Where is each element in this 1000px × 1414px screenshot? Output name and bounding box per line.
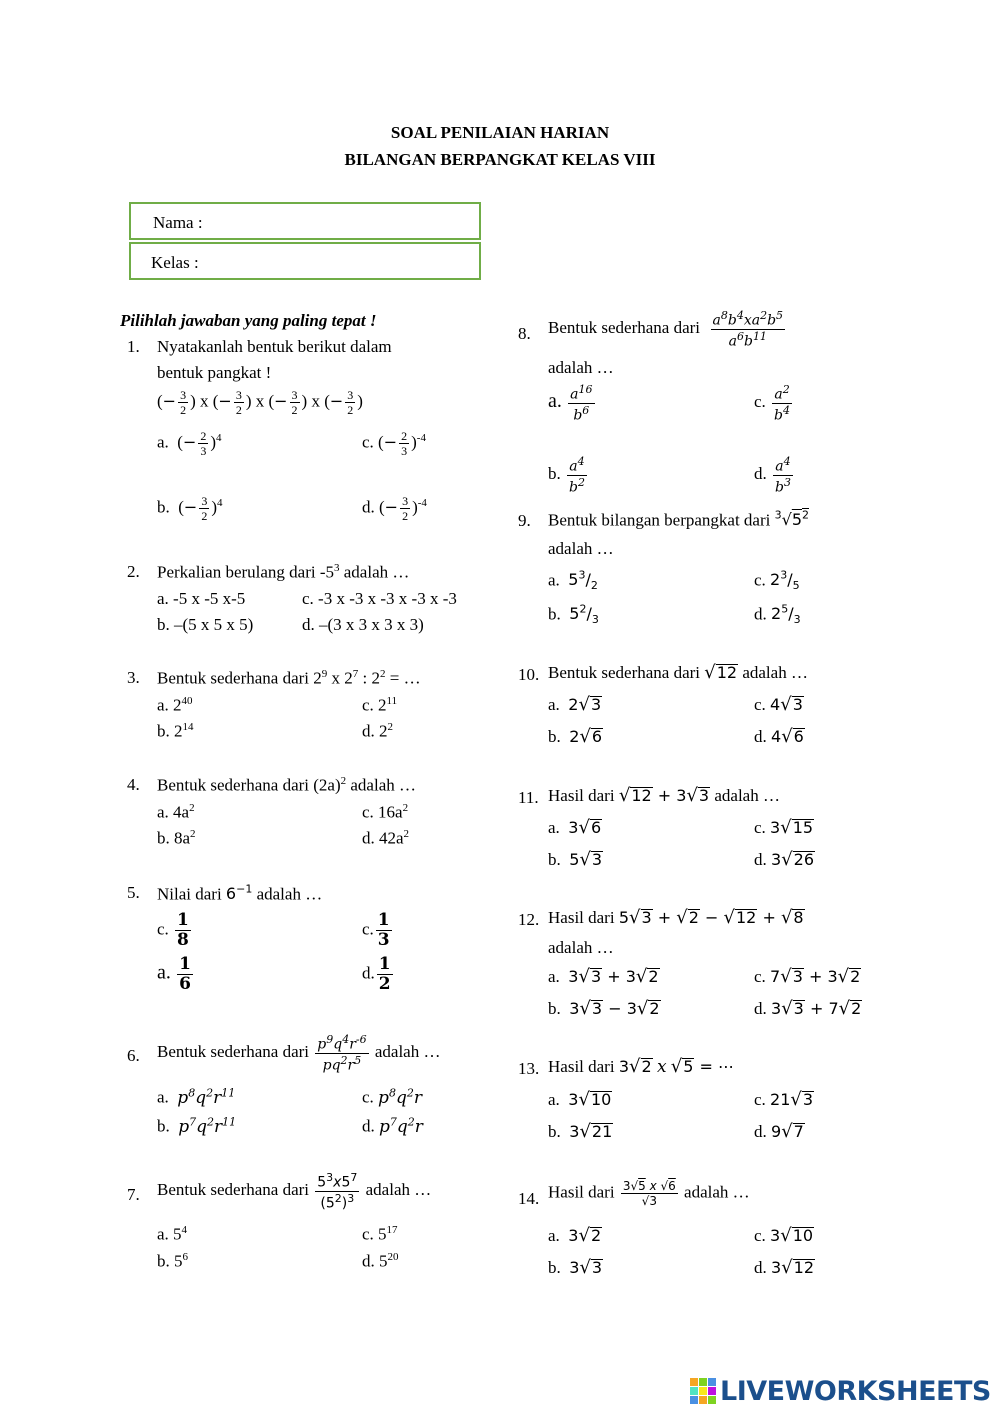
q7-text: Bentuk sederhana dari $\frac{5^3x5^7}{(5^2)^3}$ adalah … (157, 1171, 432, 1212)
q9-text: Bentuk bilangan berpangkat dari $^3√5^2$ (548, 509, 809, 530)
q5-option-first[interactable]: c. $\frac{1}{8}$ (157, 910, 189, 950)
q8-text-line2: adalah … (548, 358, 614, 377)
liveworksheets-logo (690, 1374, 991, 1408)
q3-text: Bentuk sederhana dari $2^9$ x $2^7$ : $2^2$ = … (157, 668, 421, 688)
q1-option-d[interactable]: d. (− $\frac{3}{2}$ )$^{-4}$ (362, 494, 427, 523)
q2-text: Perkalian berulang dari $-5^3$ adalah … (157, 562, 410, 582)
q11-option-b[interactable]: b. 5 √ 3 (548, 849, 603, 870)
q2-option-a[interactable]: a. -5 x -5 x-5 (157, 589, 246, 608)
q7-option-c[interactable]: c. $5^{17}$ (362, 1224, 398, 1244)
q4-number: 4. (127, 775, 140, 794)
q5-option-c[interactable]: c. $\frac{1}{3}$ (362, 910, 390, 950)
q4-option-b[interactable]: b. $8a^2$ (157, 828, 196, 848)
q12-text-line2: adalah … (548, 938, 614, 957)
q5-number: 5. (127, 883, 140, 902)
q9-option-a[interactable]: a. $5^3/_2$ (548, 569, 598, 593)
q12-option-a[interactable]: a. 3 √ 3 + 3 √ 2 (548, 966, 659, 987)
q3-option-c[interactable]: c. $2^{11}$ (362, 695, 398, 715)
q2-number: 2. (127, 562, 140, 581)
q4-option-d[interactable]: d. $42a^2$ (362, 828, 410, 848)
q6-text: Bentuk sederhana dari $\frac{p^9q^4r^{-6}}{pq^2r^5}$ adalah … (157, 1033, 441, 1074)
q6-option-d[interactable]: d. $p^7q^2r$ (362, 1115, 423, 1137)
q10-option-d[interactable]: d. 4 √ 6 (754, 726, 804, 747)
q13-option-d[interactable]: d. 9 √ 7 (754, 1121, 804, 1142)
q2-option-c[interactable]: c. -3 x -3 x -3 x -3 x -3 (302, 589, 457, 608)
q13-number: 13. (518, 1059, 540, 1078)
q7-option-b[interactable]: b. $5^6$ (157, 1251, 188, 1271)
q10-option-b[interactable]: b. 2 √ 6 (548, 726, 603, 747)
q13-option-a[interactable]: a. 3 √ 10 (548, 1089, 612, 1110)
q2-option-d[interactable]: d. –(3 x 3 x 3 x 3) (302, 615, 424, 634)
q6-option-b[interactable]: b. $p^7q^2r^{11}$ (157, 1115, 237, 1137)
q14-option-c[interactable]: c. 3 √ 10 (754, 1225, 814, 1246)
q7-option-a[interactable]: a. $5^4$ (157, 1224, 188, 1244)
q9-number: 9. (518, 511, 531, 530)
q9-option-c[interactable]: c. $2^3/_5$ (754, 569, 800, 593)
q8-option-b[interactable]: b. $\frac{a^4}{b^2}$ (548, 455, 585, 496)
q6-number: 6. (127, 1046, 140, 1065)
q8-option-a[interactable]: a. $\frac{a^{16}}{b^6}$ (548, 383, 593, 424)
q14-option-b[interactable]: b. 3 √ 3 (548, 1257, 603, 1278)
q3-option-a[interactable]: a. $2^{40}$ (157, 695, 193, 715)
q10-number: 10. (518, 665, 540, 684)
q14-number: 14. (518, 1189, 540, 1208)
q11-option-c[interactable]: c. 3 √ 15 (754, 817, 814, 838)
class-field[interactable] (129, 242, 481, 280)
q8-option-d[interactable]: d. $\frac{a^4}{b^3}$ (754, 455, 791, 496)
q4-option-c[interactable]: c. $16a^2$ (362, 802, 409, 822)
q6-option-a[interactable]: a. $p^8q^2r^{11}$ (157, 1086, 236, 1108)
q7-number: 7. (127, 1185, 140, 1204)
q5-option-d[interactable]: d. $\frac{1}{2}$ (362, 954, 391, 994)
q12-number: 12. (518, 910, 540, 929)
q12-text: Hasil dari 5 √ 3 + √ 2 − √ 12 + √ 8 (548, 907, 804, 928)
logo-text: LIVEWORKSHEETS (720, 1375, 991, 1407)
q10-option-a[interactable]: a. 2 √ 3 (548, 694, 602, 715)
q11-number: 11. (518, 788, 539, 807)
q1-option-a[interactable]: a. (− $\frac{2}{3}$ )$^4$ (157, 429, 222, 458)
q8-option-c[interactable]: c. $\frac{a^2}{b^4}$ (754, 383, 791, 424)
q12-option-d[interactable]: d. 3 √ 3 + 7 √ 2 (754, 998, 862, 1019)
q1-expression: (− $\frac{3}{2}$ ) x (− $\frac{3}{2}$ ) x (− $\frac{3}{2}$ ) x (− $\frac{3}{2}$ ) (157, 388, 363, 417)
q12-option-c[interactable]: c. 7 √ 3 + 3 √ 2 (754, 966, 861, 987)
page-title: SOAL PENILAIAN HARIAN (390, 123, 610, 142)
q11-text: Hasil dari √ 12 + 3 √ 3 adalah … (548, 785, 780, 806)
q4-option-a[interactable]: a. $4a^2$ (157, 802, 195, 822)
name-label: Nama : (153, 213, 203, 232)
q13-option-b[interactable]: b. 3 √ 21 (548, 1121, 613, 1142)
q9-option-b[interactable]: b. $5^2/_3$ (548, 603, 599, 627)
q1-text-line1: Nyatakanlah bentuk berikut dalam (157, 337, 392, 356)
q1-number: 1. (127, 337, 140, 356)
q3-option-d[interactable]: d. $2^2$ (362, 721, 393, 741)
q3-option-b[interactable]: b. $2^{14}$ (157, 721, 194, 741)
q1-option-b[interactable]: b. (− $\frac{3}{2}$ )$^4$ (157, 494, 223, 523)
page-subtitle: BILANGAN BERPANGKAT KELAS VIII (344, 150, 656, 169)
q9-option-d[interactable]: d. $2^5/_3$ (754, 603, 801, 627)
q1-option-c[interactable]: c. (− $\frac{2}{3}$ )$^{-4}$ (362, 429, 426, 458)
q9-text-line2: adalah … (548, 539, 614, 558)
name-field[interactable] (129, 202, 481, 240)
q14-option-a[interactable]: a. 3 √ 2 (548, 1225, 602, 1246)
q13-option-c[interactable]: c. 21 √ 3 (754, 1089, 814, 1110)
q12-option-b[interactable]: b. 3 √ 3 − 3 √ 2 (548, 998, 660, 1019)
q5-text: Nilai dari $6^{-1}$ adalah … (157, 883, 323, 904)
q6-option-c[interactable]: c. $p^8q^2r$ (362, 1086, 422, 1108)
q8-number: 8. (518, 324, 531, 343)
logo-grid-icon (690, 1378, 716, 1404)
instruction: Pilihlah jawaban yang paling tepat ! (120, 311, 377, 330)
q14-option-d[interactable]: d. 3 √ 12 (754, 1257, 815, 1278)
q10-option-c[interactable]: c. 4 √ 3 (754, 694, 803, 715)
q11-option-d[interactable]: d. 3 √ 26 (754, 849, 815, 870)
q11-option-a[interactable]: a. 3 √ 6 (548, 817, 602, 838)
q3-number: 3. (127, 668, 140, 687)
q13-text: Hasil dari 3 √ 2 x √ 5 = ⋯ (548, 1056, 735, 1077)
q14-text: Hasil dari $\frac{3√5 x √6}{√3}$ adalah … (548, 1179, 750, 1208)
q8-text: Bentuk sederhana dari $\frac{a^8b^4xa^2b^5}{a^6b^{11}}$ (548, 309, 784, 350)
q1-text-line2: bentuk pangkat ! (157, 363, 272, 382)
q2-option-b[interactable]: b. –(5 x 5 x 5) (157, 615, 254, 634)
class-label: Kelas : (151, 253, 199, 272)
q7-option-d[interactable]: d. $5^{20}$ (362, 1251, 399, 1271)
q4-text: Bentuk sederhana dari $(2a)^2$ adalah … (157, 775, 416, 795)
q5-option-a[interactable]: a. $\frac{1}{6}$ (157, 954, 191, 994)
q10-text: Bentuk sederhana dari √ 12 adalah … (548, 662, 808, 683)
